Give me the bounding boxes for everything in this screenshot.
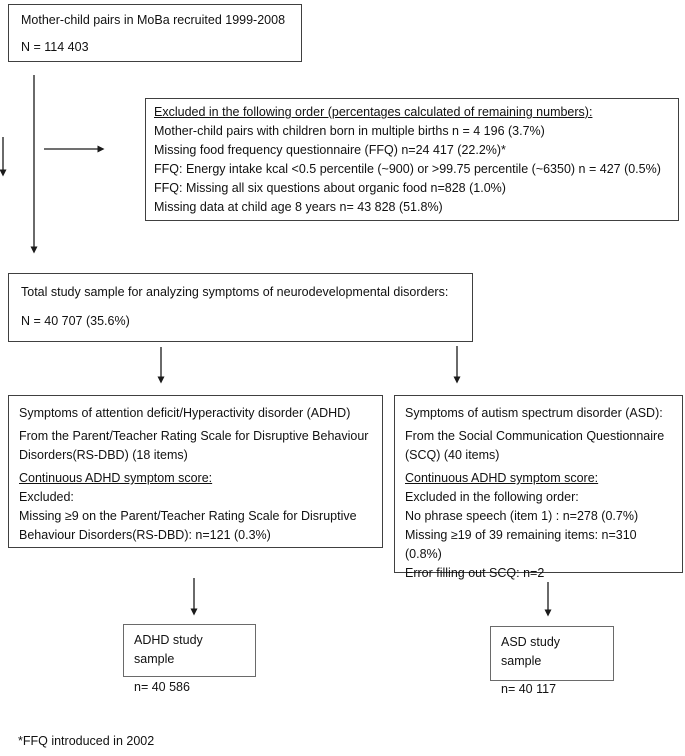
adhd-title: Symptoms of attention deficit/Hyperactivity disorder (ADHD): [19, 406, 351, 420]
asd-exclusion-item: Missing ≥19 of 39 remaining items: n=310 (0.8%): [405, 528, 637, 561]
recruited-n: N = 114 403: [21, 40, 89, 54]
box-recruited-cohort: [8, 4, 302, 62]
footnote: *FFQ introduced in 2002: [18, 734, 155, 748]
adhd-sample-label: ADHD study sample: [134, 633, 203, 666]
asd-source: From the Social Communication Questionnaire (SCQ) (40 items): [405, 429, 665, 462]
box-asd-study-sample: [490, 626, 614, 696]
box-exclusions: [145, 98, 679, 221]
asd-sample-n: n= 40 117: [501, 682, 557, 696]
exclusion-item: FFQ: Missing all six questions about organic food n=828 (1.0%): [154, 181, 506, 195]
exclusion-item: FFQ: Energy intake kcal <0.5 percentile (~900) or >99.75 percentile (~6350) n = 427 (0.5%): [154, 162, 661, 176]
box-total-sample: [8, 273, 473, 342]
exclusion-item: Mother-child pairs with children born in multiple births n = 4 196 (3.7%): [154, 124, 545, 138]
asd-score-heading: Continuous ADHD symptom score:: [405, 471, 599, 485]
adhd-sample-n: n= 40 586: [134, 680, 190, 694]
box-asd-symptoms: [394, 395, 683, 580]
asd-exclusion-item: No phrase speech (item 1) : n=278 (0.7%): [405, 509, 639, 523]
exclusion-item: Missing data at child age 8 years n= 43 828 (51.8%): [154, 200, 443, 214]
asd-title: Symptoms of autism spectrum disorder (ASD):: [405, 406, 663, 420]
asd-excluded-label: Excluded in the following order:: [405, 490, 579, 504]
adhd-excluded-label: Excluded:: [19, 490, 74, 504]
adhd-source: From the Parent/Teacher Rating Scale for Disruptive Behaviour Disorders(RS-DBD) (18 items): [19, 429, 369, 462]
asd-exclusion-item: Error filling out SCQ: n=2: [405, 566, 545, 580]
exclusions-heading: Excluded in the following order (percentages calculated of remaining numbers):: [154, 105, 593, 119]
adhd-score-heading: Continuous ADHD symptom score:: [19, 471, 213, 485]
box-adhd-symptoms: [8, 395, 383, 548]
asd-sample-label: ASD study sample: [501, 635, 561, 668]
adhd-exclusion-item: Missing ≥9 on the Parent/Teacher Rating Scale for Disruptive Behaviour Disorders(RS-DBD): n=121 (0.3%): [19, 509, 357, 542]
exclusion-item: Missing food frequency questionnaire (FFQ) n=24 417 (22.2%)*: [154, 143, 506, 157]
total-sample-line1: Total study sample for analyzing symptoms of neurodevelopmental disorders:: [21, 285, 449, 299]
total-sample-n: N = 40 707 (35.6%): [21, 314, 130, 328]
recruited-line1: Mother-child pairs in MoBa recruited 1999-2008: [21, 13, 286, 27]
box-adhd-study-sample: [123, 624, 256, 694]
